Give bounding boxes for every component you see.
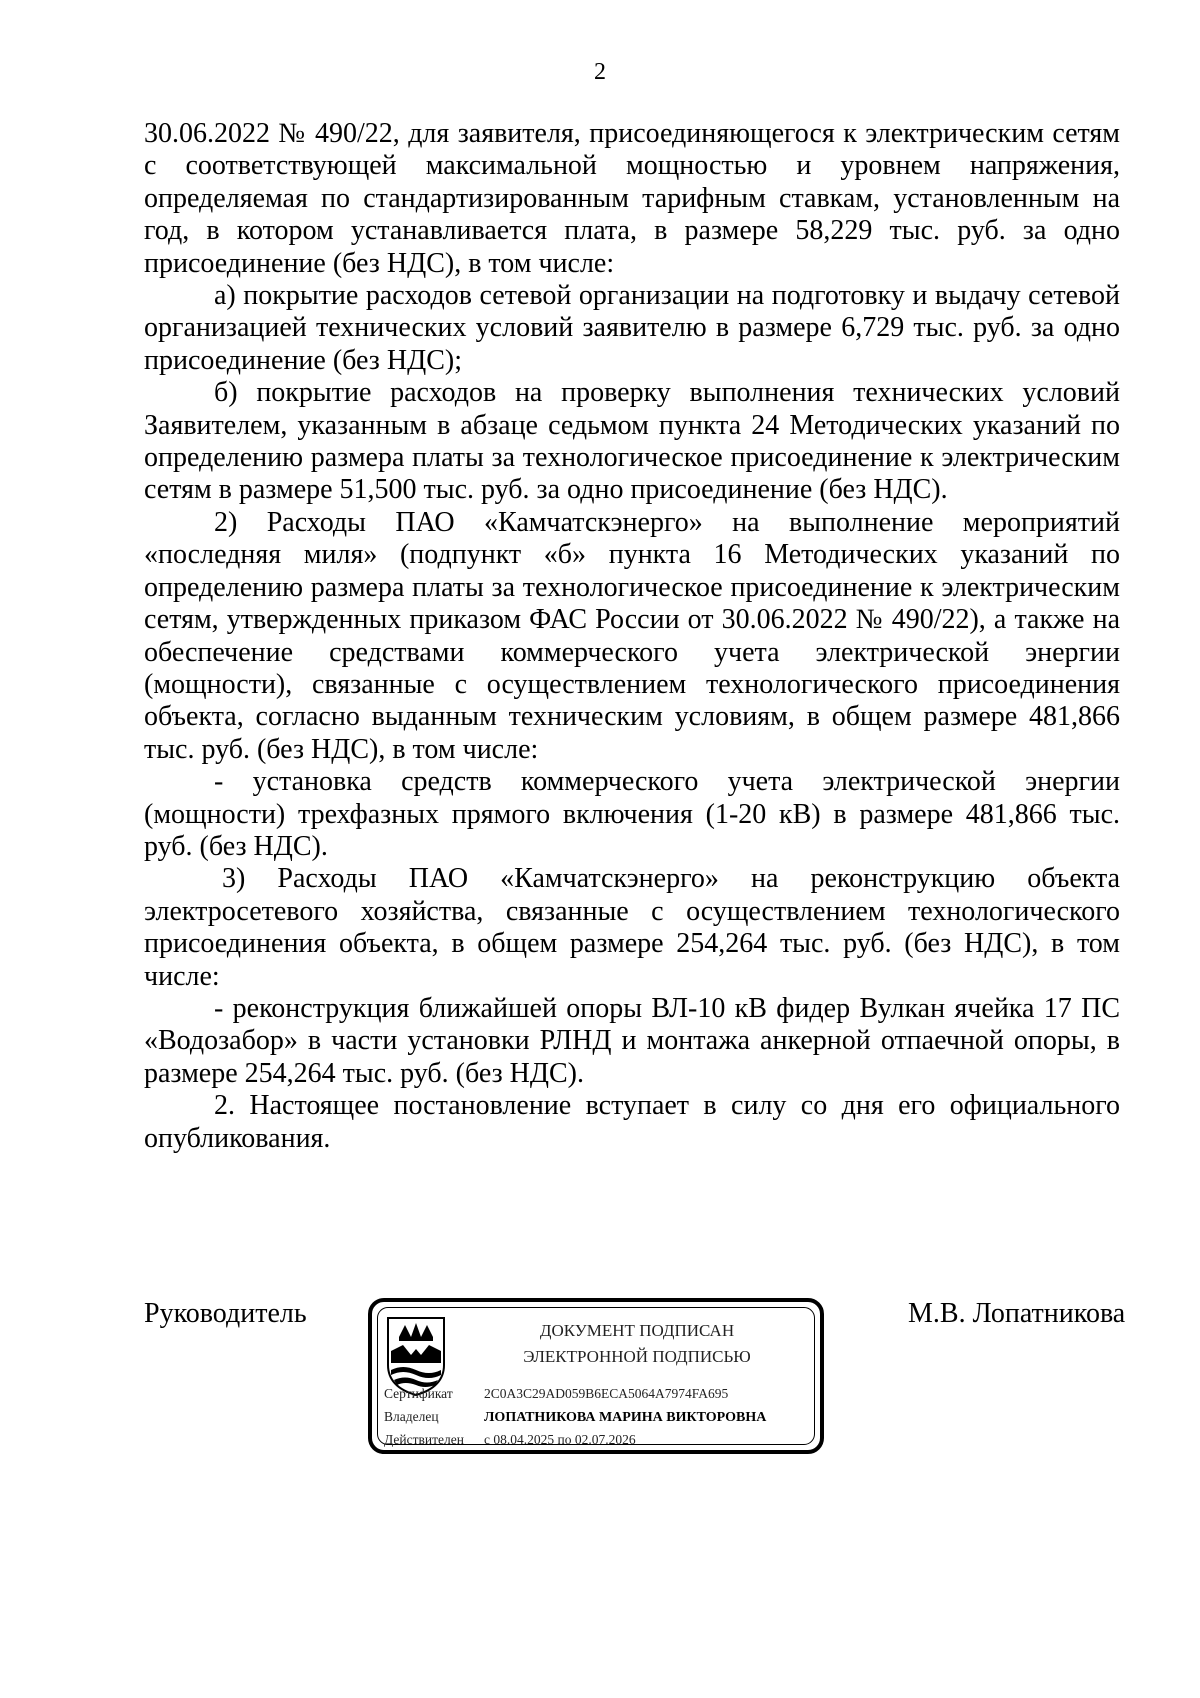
stamp-validity-row — [384, 1431, 636, 1449]
signer-position: Руководитель — [144, 1298, 307, 1329]
paragraph-item-3: 3) Расходы ПАО «Камчатскэнерго» на реконструкцию объекта электросетевого хозяйства, связанные с осуществлением технологического присоединения объекта, в общем размере 254,264 тыс. руб. (без НДС), в том числе: — [144, 863, 1120, 992]
paragraph-continuation: 30.06.2022 № 490/22, для заявителя, присоединяющегося к электрическим сетям с соответствующей максимальной мощностью и уровнем напряжения, определяемая по стандартизированным тарифным ставкам, установленным на год, в котором устанавливается плата, в размере 58,229 тыс. руб. за одно присоединение (без НДС), в том числе: — [144, 118, 1120, 279]
paragraph-clause-2: 2. Настоящее постановление вступает в силу со дня его официального опубликования. — [144, 1090, 1120, 1154]
certificate-value: 2C0A3C29AD059B6ECA5064A7974FA695 — [484, 1386, 729, 1401]
stamp-heading-line2: ЭЛЕКТРОННОЙ ПОДПИСЬЮ — [523, 1347, 751, 1366]
paragraph-item-2: 2) Расходы ПАО «Камчатскэнерго» на выполнение мероприятий «последняя миля» (подпункт «б» пункта 16 Методических указаний по определению размера платы за технологическое присоединение к электрическим сетям, утвержденных приказом ФАС России от 30.06.2022 № 490/22), а также на обеспечение средствами коммерческого учета электрической энергии (мощности), связанные с осуществлением технологического присоединения объекта, согласно выданным техническим условиям, в общем размере 481,866 тыс. руб. (без НДС), в том числе: — [144, 506, 1120, 765]
stamp-owner-row — [384, 1408, 766, 1427]
paragraph-item-3-sub: - реконструкция ближайшей опоры ВЛ-10 кВ фидер Вулкан ячейка 17 ПС «Водозабор» в части установки РЛНД и монтажа анкерной отпаечной опоры, в размере 254,264 тыс. руб. (без НДС). — [144, 992, 1120, 1089]
paragraph-item-a: а) покрытие расходов сетевой организации на подготовку и выдачу сетевой организацией технических условий заявителю в размере 6,729 тыс. руб. за одно присоединение (без НДС); — [144, 280, 1120, 376]
owner-value: ЛОПАТНИКОВА МАРИНА ВИКТОРОВНА — [484, 1410, 767, 1425]
certificate-label: Сертификат — [384, 1386, 453, 1401]
valid-label: Действителен — [384, 1432, 464, 1447]
stamp-certificate-row — [384, 1385, 728, 1403]
stamp-heading-line1: ДОКУМЕНТ ПОДПИСАН — [539, 1321, 735, 1340]
signer-name: М.В. Лопатникова — [908, 1298, 1126, 1329]
stamp-heading — [472, 1318, 802, 1370]
owner-label: Владелец — [384, 1409, 439, 1424]
paragraph-item-b: б) покрытие расходов на проверку выполнения технических условий Заявителем, указанным в абзаце седьмом пункта 24 Методических указаний по определению размера платы за технологическое присоединение к электрическим сетям в размере 51,500 тыс. руб. за одно присоединение (без НДС). — [144, 377, 1120, 506]
electronic-signature-stamp — [368, 1298, 824, 1454]
paragraph-item-2-sub: - установка средств коммерческого учета электрической энергии (мощности) трехфазных прямого включения (1-20 кВ) в размере 481,866 тыс. руб. (без НДС). — [144, 766, 1120, 862]
page-number: 2 — [594, 59, 606, 85]
document-body — [144, 118, 1120, 1155]
valid-value: с 08.04.2025 по 02.07.2026 — [484, 1432, 636, 1447]
